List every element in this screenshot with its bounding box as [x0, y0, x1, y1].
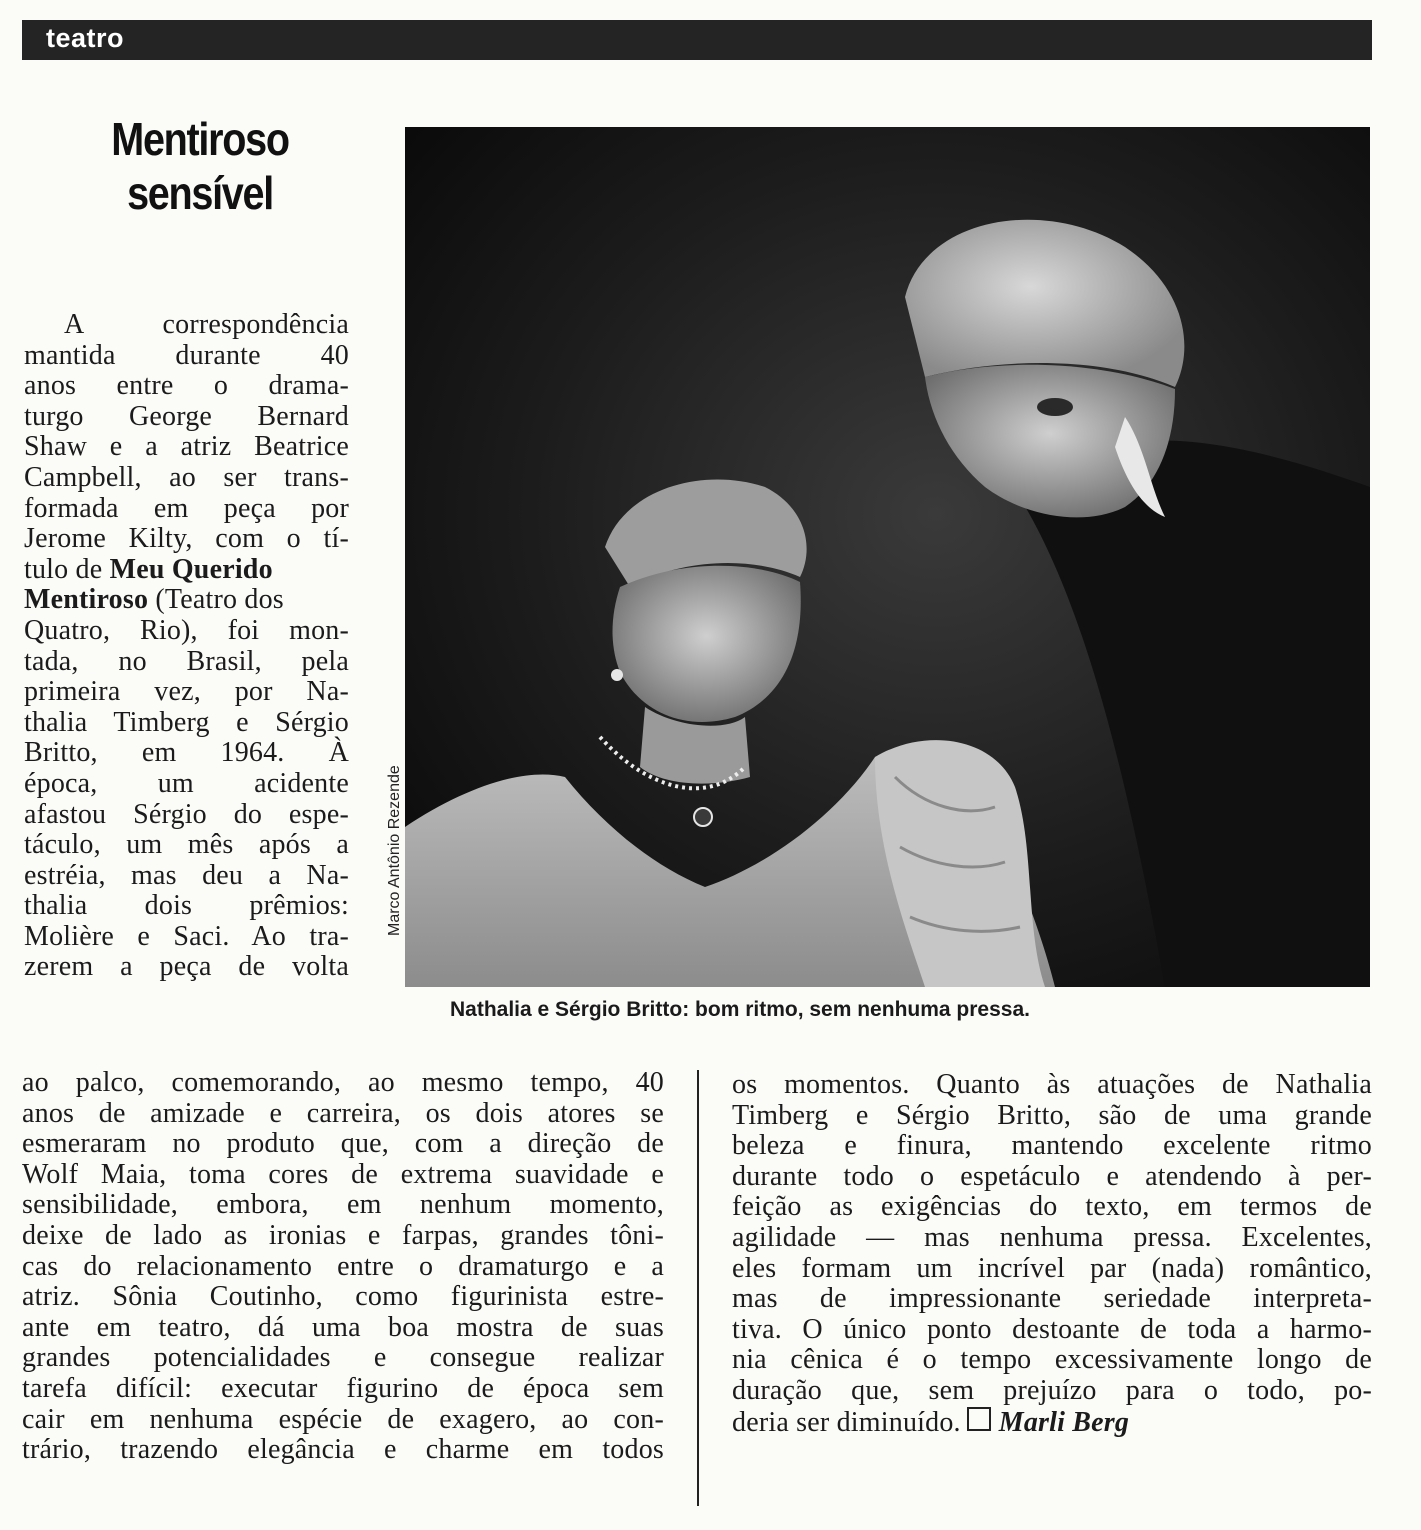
text-line: grandes potencialidades e consegue realizar	[22, 1342, 664, 1374]
text-fragment: (Teatro dos	[148, 584, 284, 616]
text-line: feição as exigências do texto, em termos de	[732, 1191, 1372, 1223]
text-line: táculo, um mês após a	[24, 829, 349, 861]
author-byline: Marli Berg	[998, 1406, 1130, 1438]
text-line: ante em teatro, dá uma boa mostra de suas	[22, 1311, 664, 1343]
text-line: formada em peça por	[24, 492, 349, 524]
text-line: eles formam um incrível par (nada) romântico,	[732, 1252, 1372, 1284]
text-line: mantida durante 40	[24, 339, 349, 371]
text-line: sensibilidade, embora, em nenhum momento,	[22, 1189, 664, 1221]
text-line: tarefa difícil: executar figurino de época sem	[22, 1372, 664, 1404]
text-line: atriz. Sônia Coutinho, como figurinista estre-	[22, 1281, 664, 1313]
article-right-column	[732, 1070, 1372, 1437]
text-line: duração que, sem prejuízo para o todo, po-	[732, 1374, 1372, 1406]
text-line: primeira vez, por Na-	[24, 676, 349, 708]
end-of-article-mark	[967, 1407, 991, 1431]
text-line: cas do relacionamento entre o dramaturgo e a	[22, 1250, 664, 1282]
article-photo	[405, 127, 1370, 987]
article-intro-column	[24, 310, 349, 983]
text-line: afastou Sérgio do espe-	[24, 798, 349, 830]
headline-line-2: sensível	[127, 167, 273, 219]
text-line: mas de impressionante seriedade interpreta-	[732, 1283, 1372, 1315]
text-line: Campbell, ao ser trans-	[24, 461, 349, 493]
article-headline	[45, 112, 355, 220]
text-fragment: tulo de	[24, 553, 110, 585]
text-line: Shaw e a atriz Beatrice	[24, 431, 349, 463]
play-title: Mentiroso	[24, 584, 149, 616]
photo-illustration	[405, 127, 1370, 987]
text-line: durante todo o espetáculo e atendendo à per-	[732, 1160, 1372, 1192]
text-line: beleza e finura, mantendo excelente ritmo	[732, 1130, 1372, 1162]
text-fragment: deria ser diminuído.	[732, 1406, 961, 1438]
text-line: os momentos. Quanto às atuações de Nathalia	[732, 1069, 1372, 1100]
text-line: Molière e Saci. Ao tra-	[24, 920, 349, 952]
text-line: Wolf Maia, toma cores de extrema suavidade e	[22, 1158, 664, 1190]
text-line: Quatro, Rio), foi mon-	[24, 614, 349, 646]
text-line: tada, no Brasil, pela	[24, 645, 349, 677]
necklace-pendant	[694, 808, 712, 826]
text-line: nia cênica é o tempo excessivamente longo de	[732, 1344, 1372, 1376]
text-line: agilidade — mas nenhuma pressa. Excelentes,	[732, 1221, 1372, 1253]
headline-line-1: Mentiroso	[111, 113, 289, 165]
text-line: estréia, mas deu a Na-	[24, 859, 349, 891]
text-line: Timberg e Sérgio Britto, são de uma grande	[732, 1099, 1372, 1131]
photo-caption: Nathalia e Sérgio Britto: bom ritmo, sem nenhuma pressa.	[450, 998, 1030, 1021]
text-line: época, um acidente	[24, 767, 349, 799]
man-eye	[1037, 398, 1073, 416]
text-line: tiva. O único ponto destoante de toda a harmo-	[732, 1313, 1372, 1345]
column-divider	[697, 1070, 699, 1506]
section-label: teatro	[46, 23, 125, 53]
text-line: Jerome Kilty, com o tí-	[24, 523, 349, 555]
text-line: anos entre o drama-	[24, 370, 349, 402]
text-line	[24, 555, 349, 586]
text-line: turgo George Bernard	[24, 400, 349, 432]
text-line: cair em nenhuma espécie de exagero, ao con-	[22, 1403, 664, 1435]
text-line: Britto, em 1964. À	[24, 737, 349, 769]
photo-credit: Marco Antônio Rezende	[386, 765, 403, 936]
text-line: deixe de lado as ironias e farpas, grandes tôni-	[22, 1219, 664, 1251]
text-line: ao palco, comemorando, ao mesmo tempo, 40	[22, 1067, 664, 1098]
text-line: A correspondência	[64, 309, 349, 340]
text-line: trário, trazendo elegância e charme em todos	[22, 1434, 664, 1466]
text-line: zerem a peça de volta	[24, 951, 349, 983]
text-line: esmeraram no produto que, com a direção de	[22, 1128, 664, 1160]
text-line: anos de amizade e carreira, os dois atores se	[22, 1097, 664, 1129]
text-line: thalia dois prêmios:	[24, 890, 349, 922]
text-line: thalia Timberg e Sérgio	[24, 706, 349, 738]
section-header-bar	[22, 20, 1372, 60]
woman-earring	[611, 669, 623, 681]
text-line-with-byline	[732, 1407, 1372, 1438]
text-line	[24, 585, 349, 616]
article-left-column	[22, 1068, 664, 1466]
play-title: Meu Querido	[109, 553, 273, 585]
